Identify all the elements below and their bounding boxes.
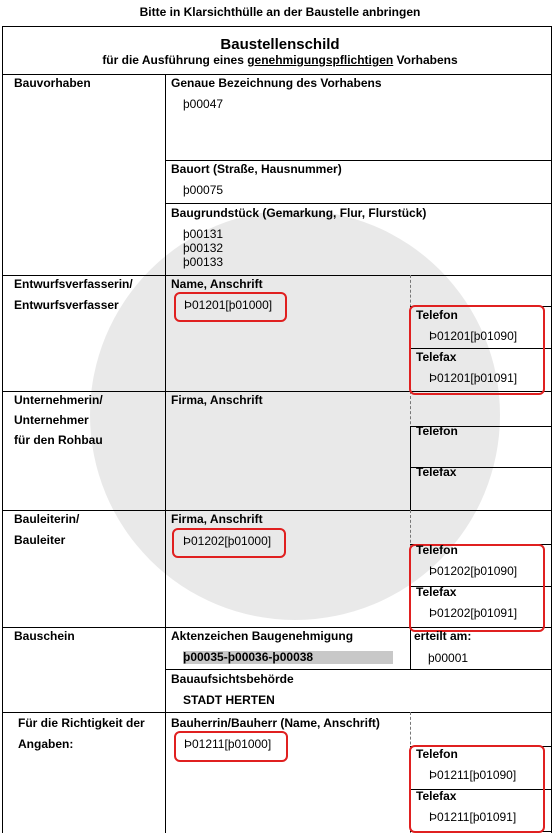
grundstueck-value-1: þ00131 — [183, 227, 224, 241]
section-label-bauschein: Bauschein — [14, 629, 75, 643]
section-label-entwurf-1: Entwurfsverfasserin/ — [14, 277, 133, 291]
bauherr-telefax-value: Þ01211[þ01091] — [429, 810, 517, 824]
section-label-richtigkeit-1: Für die Richtigkeit der — [18, 716, 145, 730]
section-label-unternehmer-1: Unternehmerin/ — [14, 393, 103, 407]
entwurf-name-label: Name, Anschrift — [171, 277, 263, 291]
section-label-entwurf-2: Entwurfsverfasser — [14, 298, 119, 312]
entwurf-name-value: Þ01201[þ01000] — [184, 298, 273, 312]
bezeichnung-label: Genaue Bezeichnung des Vorhabens — [171, 76, 382, 90]
section-label-bauvorhaben: Bauvorhaben — [14, 76, 91, 90]
entwurf-telefax-label: Telefax — [416, 350, 457, 364]
erteilt-value: þ00001 — [428, 651, 469, 665]
page-title: Baustellenschild — [220, 36, 340, 53]
entwurf-telefon-label: Telefon — [416, 308, 458, 322]
grundstueck-value-3: þ00133 — [183, 255, 224, 269]
section-label-bauleiter-2: Bauleiter — [14, 533, 66, 547]
aktenzeichen-value: þ00035-þ00036-þ00038 — [183, 650, 314, 664]
bauleiter-telefon-value: Þ01202[þ01090] — [429, 564, 518, 578]
section-label-richtigkeit-2: Angaben: — [18, 737, 74, 751]
entwurf-telefon-value: Þ01201[þ01090] — [429, 329, 518, 343]
erteilt-label: erteilt am: — [414, 629, 472, 643]
behoerde-label: Bauaufsichtsbehörde — [171, 672, 294, 686]
aktenzeichen-label: Aktenzeichen Baugenehmigung — [171, 629, 354, 643]
bauherr-label: Bauherrin/Bauherr (Name, Anschrift) — [171, 716, 380, 730]
bauleiter-telefax-label: Telefax — [416, 585, 457, 599]
unternehmer-firma-label: Firma, Anschrift — [171, 393, 263, 407]
bauort-label: Bauort (Straße, Hausnummer) — [171, 162, 342, 176]
unternehmer-telefon-label: Telefon — [416, 424, 458, 438]
entwurf-telefax-value: Þ01201[þ01091] — [429, 371, 518, 385]
bauherr-telefon-label: Telefon — [416, 747, 458, 761]
section-label-bauleiter-1: Bauleiterin/ — [14, 512, 80, 526]
page-subtitle: für die Ausführung eines genehmigungspflichtigen Vorhabens — [102, 53, 458, 67]
grundstueck-label: Baugrundstück (Gemarkung, Flur, Flurstück) — [171, 206, 427, 220]
bauleiter-firma-label: Firma, Anschrift — [171, 512, 263, 526]
top-note: Bitte in Klarsichthülle an der Baustelle anbringen — [139, 5, 421, 19]
bauherr-value: Þ01211[þ01000] — [184, 737, 272, 751]
behoerde-value: STADT HERTEN — [183, 693, 275, 707]
section-label-unternehmer-2: Unternehmer — [14, 413, 89, 427]
frame-top — [2, 26, 552, 27]
bauherr-telefax-label: Telefax — [416, 789, 457, 803]
bauleiter-firma-value: Þ01202[þ01000] — [183, 534, 272, 548]
bauort-value: þ00075 — [183, 183, 224, 197]
unternehmer-telefax-label: Telefax — [416, 465, 457, 479]
grundstueck-value-2: þ00132 — [183, 241, 224, 255]
section-label-unternehmer-3: für den Rohbau — [14, 433, 103, 447]
bauleiter-telefon-label: Telefon — [416, 543, 458, 557]
bauleiter-telefax-value: Þ01202[þ01091] — [429, 606, 518, 620]
bauherr-telefon-value: Þ01211[þ01090] — [429, 768, 517, 782]
bezeichnung-value: þ00047 — [183, 97, 224, 111]
